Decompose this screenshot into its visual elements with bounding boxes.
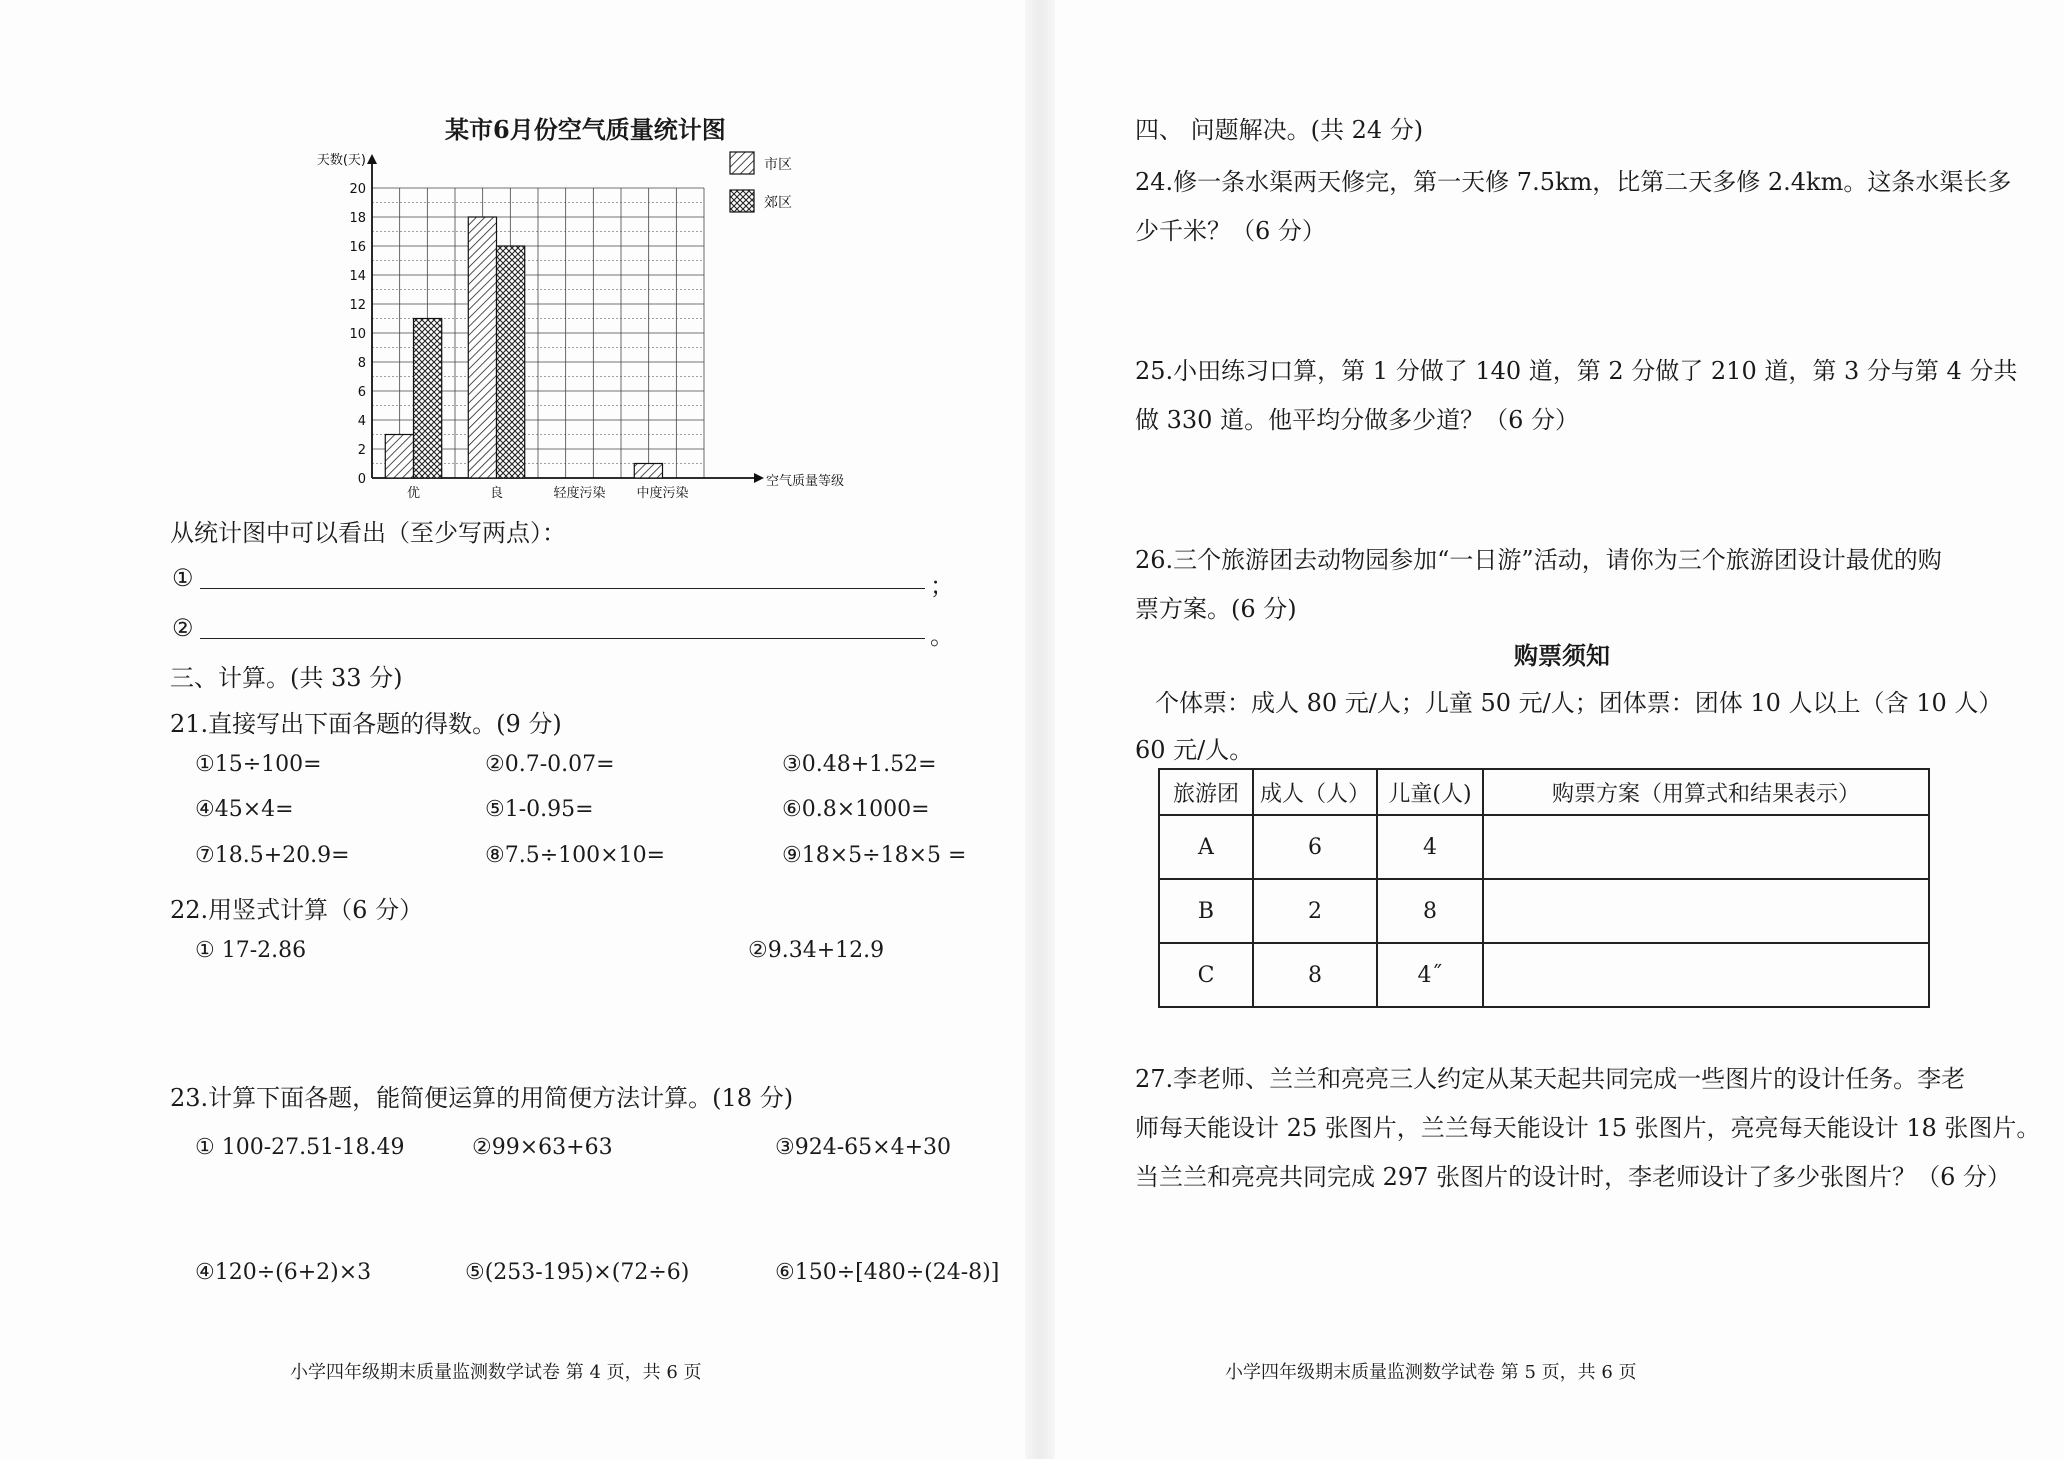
q22-title: 22.用竖式计算（6 分） xyxy=(170,896,424,924)
legend-swatch xyxy=(730,152,754,174)
blank1-label: ① xyxy=(172,564,194,592)
legend-label: 郊区 xyxy=(764,195,792,211)
q21-title: 21.直接写出下面各题的得数。(9 分) xyxy=(170,710,562,738)
table-cell: B xyxy=(1159,879,1253,943)
q26-line: 26.三个旅游团去动物园参加“一日游”活动，请你为三个旅游团设计最优的购 xyxy=(1135,546,1942,574)
table-header: 旅游团 xyxy=(1159,769,1253,815)
ticket-table xyxy=(1158,768,1930,1008)
answer-line-2[interactable] xyxy=(200,638,925,639)
answer-line-1[interactable] xyxy=(200,588,925,589)
notice-line: 60 元/人。 xyxy=(1135,736,1254,764)
y-tick-label: 0 xyxy=(357,472,366,487)
y-axis-arrow xyxy=(367,154,377,164)
table-cell: A xyxy=(1159,815,1253,879)
chart-legend xyxy=(730,152,792,212)
y-tick-label: 6 xyxy=(357,385,366,400)
answer-cell[interactable] xyxy=(1483,879,1929,943)
section4-title: 四、 问题解决。(共 24 分) xyxy=(1135,116,1424,144)
table-cell: 6 xyxy=(1253,815,1377,879)
bar xyxy=(414,319,442,479)
x-tick-label: 优 xyxy=(406,486,421,500)
table-row xyxy=(1159,879,1929,943)
q22-item: ②9.34+12.9 xyxy=(748,938,885,963)
legend-label: 市区 xyxy=(764,157,792,173)
blank1-end: ； xyxy=(930,572,954,600)
q25-line: 25.小田练习口算，第 1 分做了 140 道，第 2 分做了 210 道，第 3 分与第 4 分共 xyxy=(1135,357,2018,385)
x-axis-label: 空气质量等级 xyxy=(766,474,845,489)
summary-prompt: 从统计图中可以看出（至少写两点）： xyxy=(170,519,566,547)
y-tick-label: 10 xyxy=(349,327,366,342)
table-header: 成人（人） xyxy=(1253,769,1377,815)
page-footer: 小学四年级期末质量监测数学试卷 第 5 页，共 6 页 xyxy=(1225,1362,1637,1383)
answer-cell[interactable] xyxy=(1483,943,1929,1007)
q25-line: 做 330 道。他平均分做多少道？（6 分） xyxy=(1135,406,1579,434)
q21-item: ⑦18.5+20.9= xyxy=(195,843,350,868)
legend-swatch xyxy=(730,190,754,212)
q24-line: 少千米？（6 分） xyxy=(1135,217,1326,245)
q23-item: ③924-65×4+30 xyxy=(775,1135,951,1160)
table-cell: 2 xyxy=(1253,879,1377,943)
chart-title: 某市6月份空气质量统计图 xyxy=(445,115,726,144)
y-tick-label: 20 xyxy=(349,182,366,197)
table-cell: C xyxy=(1159,943,1253,1007)
bar xyxy=(497,246,525,478)
q21-item: ⑨18×5÷18×5 = xyxy=(782,843,967,868)
y-tick-label: 14 xyxy=(349,269,366,284)
x-tick-label: 轻度污染 xyxy=(553,486,606,500)
table-header: 购票方案（用算式和结果表示） xyxy=(1483,769,1929,815)
table-header: 儿童(人) xyxy=(1377,769,1483,815)
q23-item: ⑤(253-195)×(72÷6) xyxy=(465,1260,690,1285)
table-cell: 8 xyxy=(1377,879,1483,943)
table-cell: 4˝ xyxy=(1377,943,1483,1007)
blank2-label: ② xyxy=(172,614,194,642)
q23-item: ① 100-27.51-18.49 xyxy=(195,1135,405,1160)
q21-item: ④45×4= xyxy=(195,797,294,822)
notice-title: 购票须知 xyxy=(1514,641,1610,670)
y-tick-label: 2 xyxy=(357,443,366,458)
q21-item: ⑥0.8×1000= xyxy=(782,797,930,822)
blank2-end: 。 xyxy=(930,622,954,650)
table-cell: 4 xyxy=(1377,815,1483,879)
page-footer: 小学四年级期末质量监测数学试卷 第 4 页，共 6 页 xyxy=(290,1362,702,1383)
q21-item: ⑤1-0.95= xyxy=(485,797,594,822)
table-cell: 8 xyxy=(1253,943,1377,1007)
q21-item: ③0.48+1.52= xyxy=(782,752,937,777)
x-axis-arrow xyxy=(754,473,764,483)
q21-item: ⑧7.5÷100×10= xyxy=(485,843,665,868)
q24-line: 24.修一条水渠两天修完，第一天修 7.5km，比第二天多修 2.4km。这条水渠长多 xyxy=(1135,168,2012,196)
y-axis-label: 天数(天) xyxy=(316,153,366,168)
air-quality-chart xyxy=(290,140,870,500)
q27-line: 当兰兰和亮亮共同完成 297 张图片的设计时，李老师设计了多少张图片？（6 分） xyxy=(1135,1163,2011,1191)
y-tick-label: 8 xyxy=(357,356,366,371)
q21-item: ②0.7-0.07= xyxy=(485,752,615,777)
notice-line: 个体票：成人 80 元/人；儿童 50 元/人；团体票：团体 10 人以上（含 10 人） xyxy=(1155,689,2003,717)
right-page xyxy=(1040,0,2064,1459)
y-tick-label: 4 xyxy=(357,414,366,429)
q27-line: 27.李老师、兰兰和亮亮三人约定从某天起共同完成一些图片的设计任务。李老 xyxy=(1135,1065,1966,1093)
table-row xyxy=(1159,815,1929,879)
q26-line: 票方案。(6 分) xyxy=(1135,595,1297,623)
section3-title: 三、计算。(共 33 分) xyxy=(170,664,403,692)
bar xyxy=(385,435,413,479)
q23-item: ⑥150÷[480÷(24-8)] xyxy=(775,1260,1000,1285)
q23-title: 23.计算下面各题，能简便运算的用简便方法计算。(18 分) xyxy=(170,1084,794,1112)
q23-item: ④120÷(6+2)×3 xyxy=(195,1260,372,1285)
y-tick-label: 16 xyxy=(349,240,366,255)
q21-item: ①15÷100= xyxy=(195,752,322,777)
q22-item: ① 17-2.86 xyxy=(195,938,307,963)
bar xyxy=(634,464,662,479)
y-tick-label: 18 xyxy=(349,211,366,226)
table-row xyxy=(1159,943,1929,1007)
table-header-row xyxy=(1159,769,1929,815)
bar xyxy=(468,217,496,478)
q27-line: 师每天能设计 25 张图片，兰兰每天能设计 15 张图片，亮亮每天能设计 18 张图片。 xyxy=(1135,1114,2041,1142)
q23-item: ②99×63+63 xyxy=(472,1135,613,1160)
x-tick-label: 良 xyxy=(489,486,504,500)
answer-cell[interactable] xyxy=(1483,815,1929,879)
y-tick-label: 12 xyxy=(349,298,366,313)
x-tick-label: 中度污染 xyxy=(636,486,689,500)
